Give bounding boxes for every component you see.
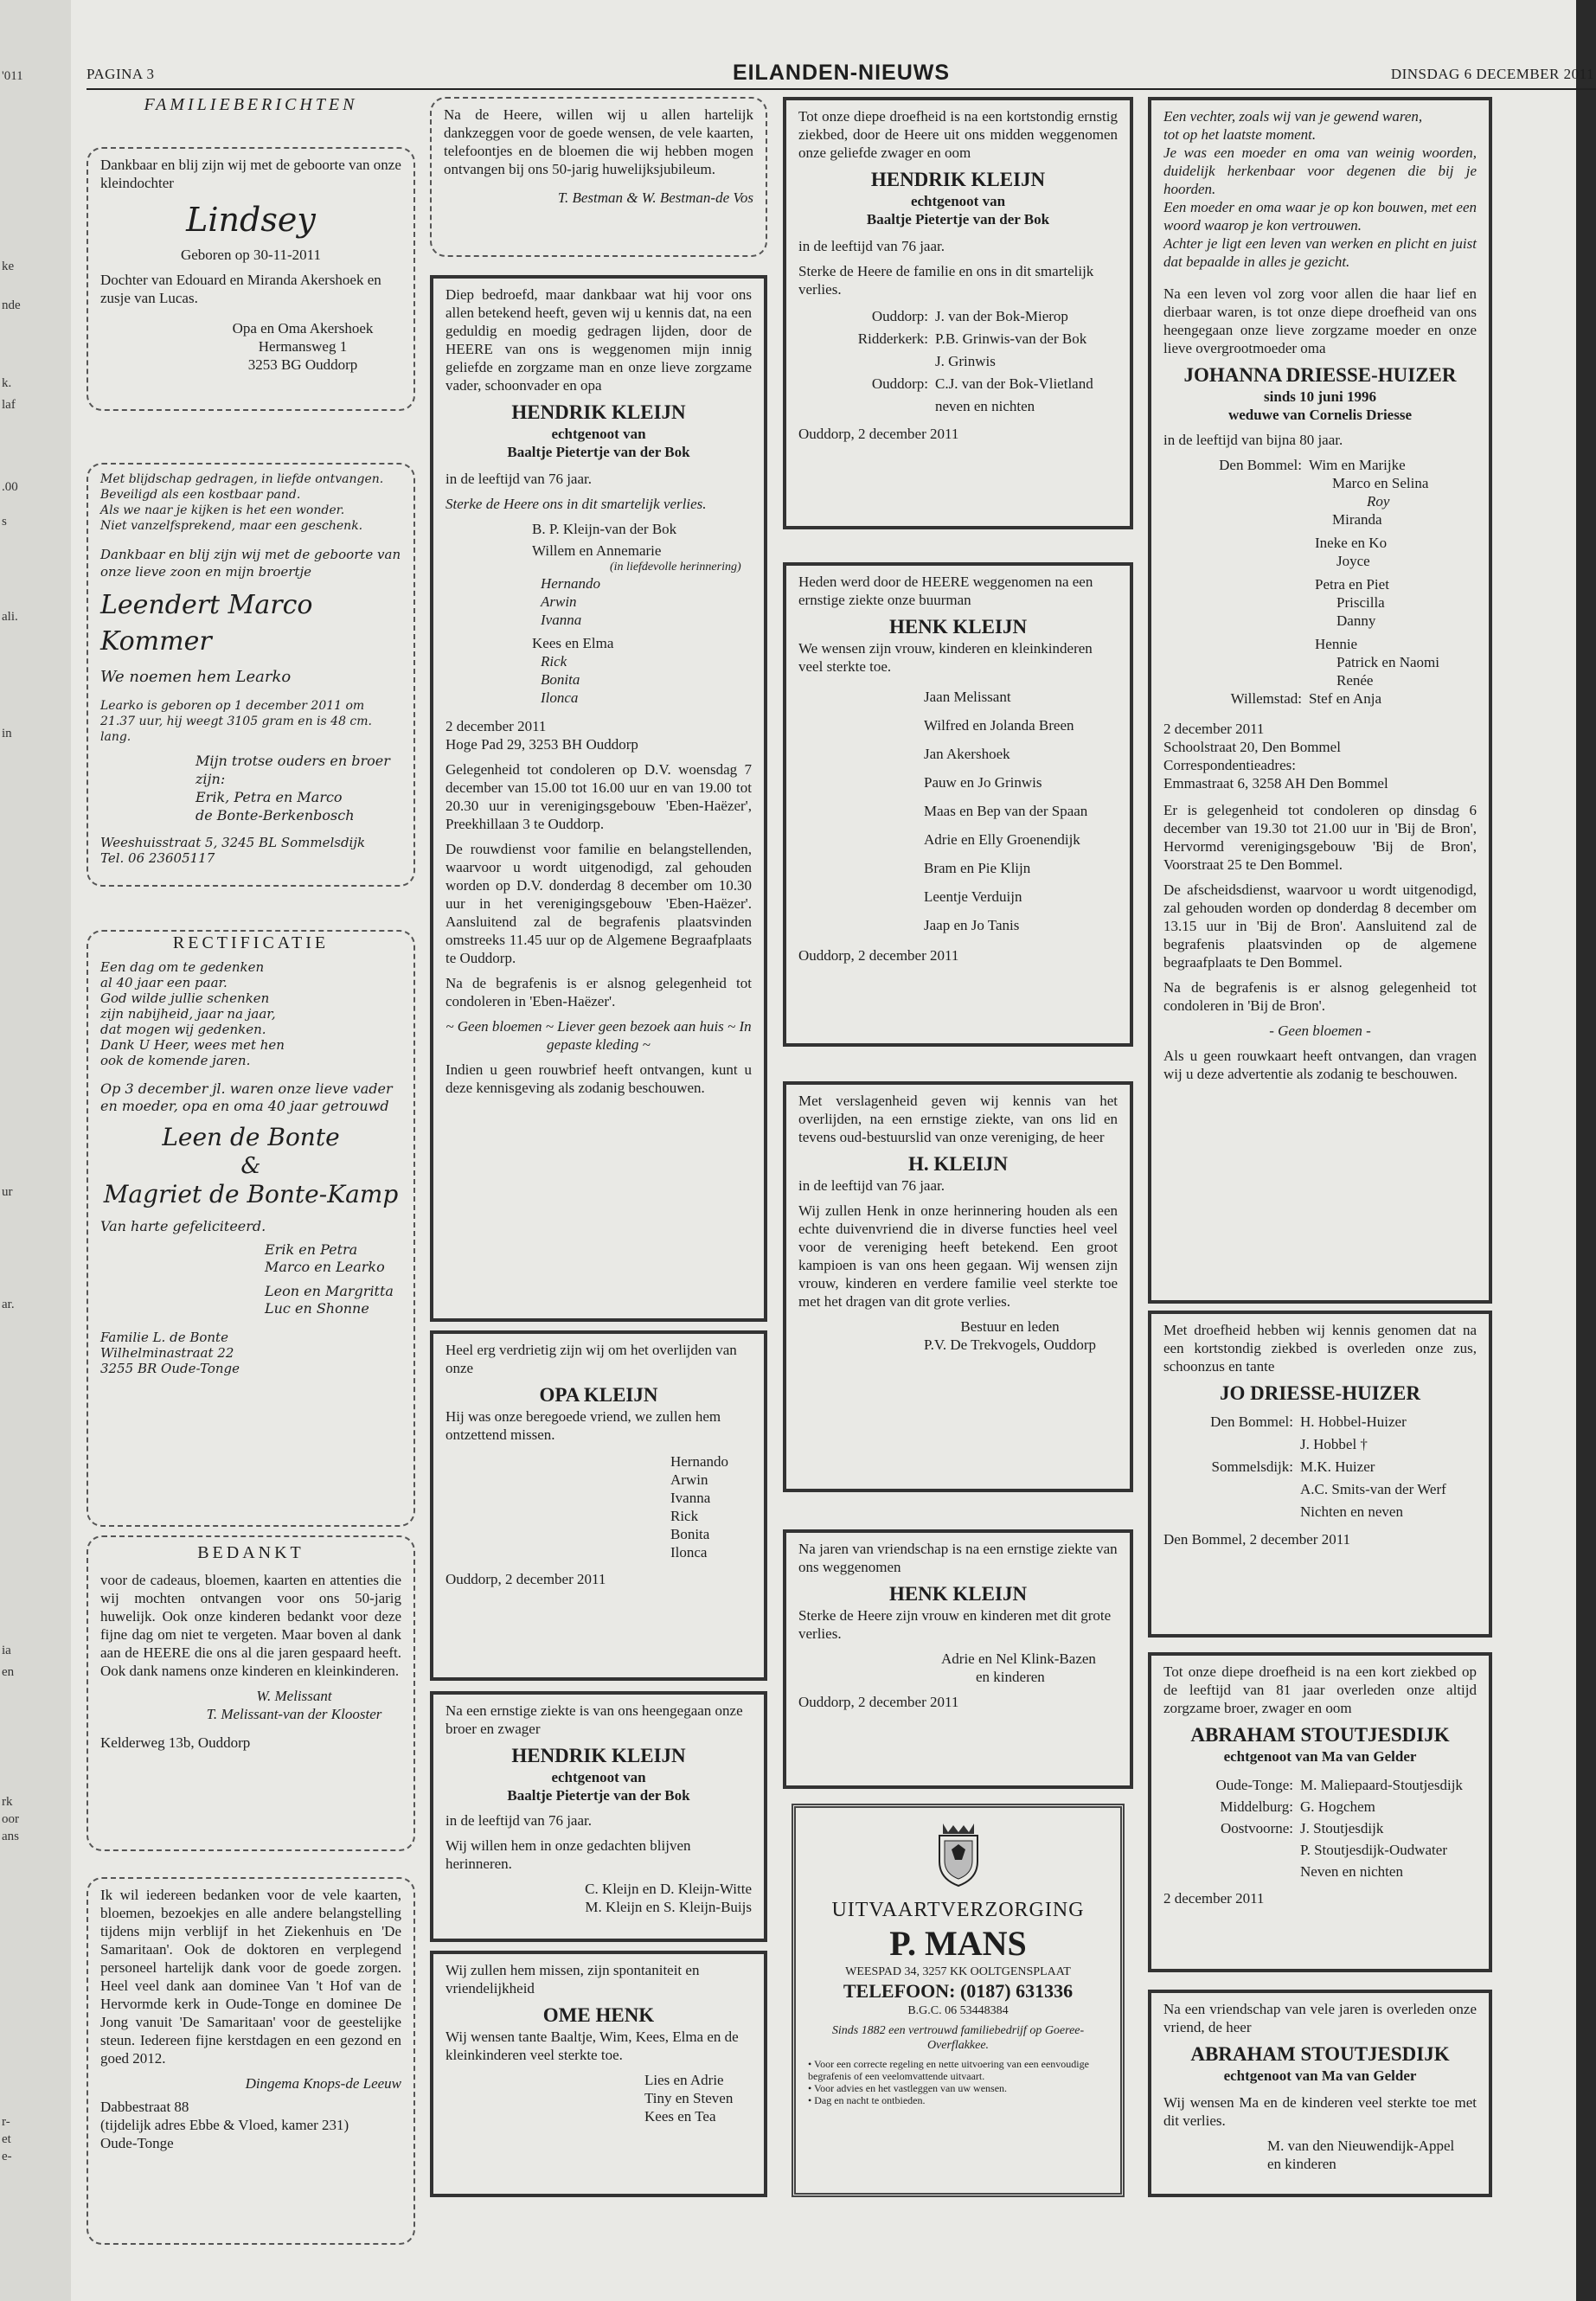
ad-intro: Met verslagenheid geven wij kennis van het overlijden, na een ernstige ziekte, van ons lid en tevens oud-bestuurslid van onze vereniging, de heer: [798, 1093, 1118, 1145]
signature-line: M. van den Nieuwendijk-Appel: [1267, 2138, 1455, 2154]
grandchild-name: Marco en Selina: [1332, 475, 1429, 491]
poem-line: al 40 jaar een paar.: [100, 975, 228, 990]
signature-line: Kees en Tea: [644, 2108, 716, 2125]
address-line: Familie L. de Bonte: [100, 1330, 228, 1345]
grandchild-name: Bonita: [541, 671, 580, 688]
poem-line: ook de komende jaren.: [100, 1053, 251, 1068]
relative-name: neven en nichten: [935, 398, 1035, 414]
signature-line: T. Melissant-van der Klooster: [206, 1706, 382, 1722]
poem-line: dat mogen wij gedenken.: [100, 1022, 266, 1037]
ad-text: Wij wensen tante Baaltje, Wim, Kees, Elma en de kleinkinderen veel sterkte toe.: [445, 2029, 739, 2063]
prev-fragment: rk: [2, 1795, 13, 1809]
poem-line: Dank U Heer, wees met hen: [100, 1037, 285, 1053]
date-line: Ouddorp, 2 december 2011: [798, 947, 959, 964]
address-line: Emmastraat 6, 3258 AH Den Bommel: [1163, 775, 1388, 792]
address-line: Schoolstraat 20, Den Bommel: [1163, 739, 1341, 755]
relative-name: Wim en Marijke: [1309, 457, 1406, 473]
poem-line: Als we naar je kijken is het een wonder.: [100, 503, 345, 517]
obituary-hendrik-kleijn-inlaws: [783, 97, 1133, 529]
place-label: Willemstad:: [1230, 690, 1302, 707]
grandchild-name: Miranda: [1332, 511, 1382, 528]
obituary-henk-kleijn-friends: [783, 1529, 1133, 1789]
ad-intro: Wij zullen hem missen, zijn spontaniteit en vriendelijkheid: [445, 1962, 700, 1997]
grandchild-name: Arwin: [670, 1471, 708, 1488]
birth-ad-lindsey: [87, 147, 415, 411]
prev-fragment: '011: [2, 69, 23, 83]
spouse-label: echtgenoot van: [551, 426, 646, 442]
date-line: 2 december 2011: [1163, 1890, 1265, 1907]
ad-text: We wensen zijn vrouw, kinderen en kleinkinderen veel sterkte toe.: [798, 640, 1093, 675]
deceased-name: JO DRIESSE-HUIZER: [1220, 1382, 1420, 1404]
ad-text: voor de cadeaus, bloemen, kaarten en attenties die wij mochten ontvangen voor ons 50-jarig huwelijk. Ook onze kinderen bedankt voor deze fijne dag om niet te vergeten. Maar boven al dank aan de HEERE die ons al die jaren gespaard heeft. Ook dank namens onze kinderen en kleinkinderen.: [100, 1572, 401, 1679]
rectification-ad: [87, 930, 415, 1527]
spouse-name: Baaltje Pietertje van der Bok: [507, 444, 690, 460]
relative-name: Stef en Anja: [1309, 690, 1382, 707]
relative-name: J. Hobbel †: [1300, 1436, 1368, 1452]
baby-name: Lindsey: [186, 201, 316, 239]
grandchild-name: Ilonca: [670, 1544, 708, 1561]
poem-line: Met blijdschap gedragen, in liefde ontvangen.: [100, 472, 384, 486]
relative-name: J. Stoutjesdijk: [1300, 1820, 1384, 1836]
relative-name: Ineke en Ko: [1315, 535, 1388, 551]
grandchild-name: Rick: [541, 653, 567, 670]
prev-fragment: ur: [2, 1185, 13, 1199]
neighbour-name: Pauw en Jo Grinwis: [924, 774, 1042, 791]
poem-line: Niet vanzelfsprekend, maar een geschenk.: [100, 519, 363, 533]
relative-name: C.J. van der Bok-Vlietland: [935, 375, 1093, 392]
relative-name: Hennie: [1315, 636, 1358, 652]
prev-fragment: et: [2, 2132, 11, 2146]
phone-line: Tel. 06 23605117: [100, 850, 215, 866]
prev-fragment: s: [2, 515, 7, 529]
family-line: Willem en Annemarie: [532, 542, 662, 559]
relative-name: J. Grinwis: [935, 353, 996, 369]
company-slogan: Sinds 1882 een vertrouwd familiebedrijf op Goeree-Overflakkee.: [831, 2024, 1085, 2052]
birth-date: Geboren op 30-11-2011: [180, 247, 322, 263]
date-line: 2 december 2011: [445, 718, 547, 734]
neighbour-name: Maas en Bep van der Spaan: [924, 803, 1088, 819]
address-line: Hoge Pad 29, 3253 BH Ouddorp: [445, 736, 638, 753]
neighbour-name: Jaan Melissant: [924, 689, 1011, 705]
prev-fragment: ans: [2, 1830, 19, 1843]
neighbour-name: Wilfred en Jolanda Breen: [924, 717, 1074, 734]
spouse-line: echtgenoot van Ma van Gelder: [1223, 1748, 1417, 1765]
poem-line: zijn nabijheid, jaar na jaar,: [100, 1006, 276, 1022]
poem-line: Een vechter, zoals wij van je gewend waren,: [1163, 108, 1423, 125]
deceased-name: OME HENK: [542, 2004, 655, 2026]
page-header: [87, 59, 1596, 85]
signature-line: Dingema Knops-de Leeuw: [245, 2075, 401, 2092]
company-title: UITVAARTVERZORGING: [831, 1899, 1085, 1921]
obituary-jo-driesse-huizer: [1148, 1311, 1492, 1638]
ad-text: Ik wil iedereen bedanken voor de vele kaarten, bloemen, bezoekjes en alle andere belangstelling tijdens mijn verblijf in het Ziekenhuis en 'De Samaritaan'. Ook de doktoren en verplegend personeel hartelijk dank voor de goede zorgen. Heel veel dank aan dominee Van 't Hof van de Hervormde kerk in Oude-Tonge en dominee De Jong vanuit 'De Samaritaan' voor de geestelijke steun. Iedereen fijne kerstdagen en een gezond en goed 2012.: [100, 1887, 401, 2067]
place-label: Oostvoorne:: [1220, 1820, 1293, 1836]
signature-line: Lies en Adrie: [644, 2072, 724, 2088]
company-mobile: B.G.C. 06 53448384: [907, 2004, 1009, 2017]
grandchild-name: Ilonca: [541, 689, 579, 706]
poem-line: Een moeder en oma waar je op kon bouwen, met een woord waarop je kon vertrouwen.: [1163, 199, 1477, 234]
prev-fragment: k.: [2, 376, 12, 390]
condolence-info: Gelegenheid tot condoleren op D.V. woensdag 7 december van 15.00 tot 16.00 uur en van 19.00 tot 20.30 uur in verenigingsgebouw 'Eben-Haëzer', Preekhillaan 3 te Ouddorp.: [445, 761, 752, 832]
place-label: Ouddorp:: [871, 375, 928, 392]
thanks-ad-knops: [87, 1877, 415, 2245]
prev-fragment: ia: [2, 1644, 11, 1657]
poem-line: Een dag om te gedenken: [100, 959, 265, 975]
signature-line: en kinderen: [976, 1669, 1045, 1685]
relative-name: Nichten en neven: [1300, 1503, 1403, 1520]
ad-intro: Heden werd door de HEERE weggenomen na een ernstige ziekte onze buurman: [798, 574, 1093, 608]
relative-name: P. Stoutjesdijk-Oudwater: [1300, 1842, 1447, 1858]
signature-line: Bestuur en leden: [960, 1318, 1060, 1335]
poem-line: Achter je ligt een leven van werken en plicht en juist dat bepaalde in alles je gezicht.: [1163, 235, 1477, 270]
relative-name: P.B. Grinwis-van der Bok: [935, 330, 1087, 347]
spouse-label: echtgenoot van: [551, 1769, 646, 1785]
signature-line: Adrie en Nel Klink-Bazen: [941, 1650, 1096, 1667]
relative-name: H. Hobbel-Huizer: [1300, 1413, 1407, 1430]
signature-line: T. Bestman & W. Bestman-de Vos: [557, 189, 753, 206]
service-bullet: • Voor een correcte regeling en nette uitvoering van een eenvoudige begrafenis of een veelomvattende uitvaart.: [808, 2058, 1089, 2082]
spouse-line: echtgenoot van Ma van Gelder: [1223, 2067, 1417, 2084]
ad-intro: Na een vriendschap van vele jaren is overleden onze vriend, de heer: [1163, 2001, 1477, 2035]
coat-of-arms-icon: [933, 1820, 984, 1888]
ad-title: RECTIFICATIE: [172, 933, 330, 952]
ad-text: Wij wensen Ma en de kinderen veel sterkte toe met dit verlies.: [1163, 2094, 1477, 2129]
obituary-ome-henk: [430, 1951, 767, 2197]
flowers-note: ~ Geen bloemen ~ Liever geen bezoek aan huis ~ In gepaste kleding ~: [445, 1018, 752, 1053]
couple-name: Magriet de Bonte-Kamp: [103, 1180, 399, 1208]
quote: Sterke de Heere ons in dit smartelijk verlies.: [445, 496, 707, 512]
address-line: Hermansweg 1: [258, 338, 348, 355]
relative-name: M.K. Huizer: [1300, 1458, 1375, 1475]
address-line: Dabbestraat 88: [100, 2099, 189, 2115]
parents-line: Dochter van Edouard en Miranda Akershoek en zusje van Lucas.: [100, 272, 381, 306]
grandchild-name: Renée: [1336, 672, 1374, 689]
spouse-name: Baaltje Pietertje van der Bok: [866, 211, 1050, 228]
widow-since: sinds 10 juni 1996: [1264, 388, 1376, 405]
relative-name: G. Hogchem: [1300, 1798, 1375, 1815]
parents-label: Mijn trotse ouders en broer zijn:: [195, 753, 390, 787]
grandchild-name: Priscilla: [1336, 594, 1385, 611]
ad-text: Op 3 december jl. waren onze lieve vader en moeder, opa en oma 40 jaar getrouwd: [100, 1080, 393, 1114]
signature-line: P.V. De Trekvogels, Ouddorp: [924, 1336, 1096, 1353]
ad-intro: Tot onze diepe droefheid is na een kortstondig ernstig ziekbed, door de Heere uit ons midden weggenomen onze geliefde zwager en oom: [798, 108, 1118, 161]
ad-intro: Diep bedroefd, maar dankbaar wat hij voor ons allen betekend heeft, geven wij u kennis dat, na een geduldig en moedig gedragen lijden, door de HEERE van ons is weggenomen mijn innig geliefde en zorgzame man en onze lieve zorgzame vader, schoonvader en opa: [445, 286, 752, 394]
parents-names: Erik, Petra en Marco: [195, 789, 343, 805]
age-line: in de leeftijd van 76 jaar.: [798, 1177, 945, 1194]
great-grandchild-name: Roy: [1367, 493, 1390, 510]
address-line: Kelderweg 13b, Ouddorp: [100, 1734, 251, 1751]
family-line: B. P. Kleijn-van der Bok: [532, 521, 677, 537]
deceased-name: HENDRIK KLEIJN: [511, 1745, 686, 1766]
obituary-hendrik-kleijn-family: [430, 275, 767, 1322]
grandchild-name: Rick: [670, 1508, 699, 1524]
burial-info: Na de begrafenis is er alsnog gelegenheid tot condoleren in 'Eben-Haëzer'.: [445, 975, 752, 1009]
prev-fragment: .00: [2, 480, 18, 494]
neighbour-name: Leentje Verduijn: [924, 888, 1022, 905]
address-line: (tijdelijk adres Ebbe & Vloed, kamer 231): [100, 2117, 349, 2133]
obituary-abraham-stoutjesdijk-family: [1148, 1652, 1492, 1972]
flowers-note: - Geen bloemen -: [1269, 1022, 1371, 1039]
spouse-name: Baaltje Pietertje van der Bok: [507, 1787, 690, 1804]
ad-intro: Na een ernstige ziekte is van ons heengegaan onze broer en zwager: [445, 1702, 743, 1737]
deceased-name: ABRAHAM STOUTJESDIJK: [1190, 2043, 1450, 2065]
date-line: 2 december 2011: [1163, 721, 1265, 737]
ad-intro: Na jaren van vriendschap is na een ernstige ziekte van ons weggenomen: [798, 1541, 1118, 1575]
age-line: in de leeftijd van 76 jaar.: [798, 238, 945, 254]
place-label: Ridderkerk:: [857, 330, 928, 347]
service-bullet: • Dag en nacht te ontbieden.: [808, 2094, 926, 2106]
obituary-abraham-stoutjesdijk-friends: [1148, 1990, 1492, 2197]
grandchild-name: Ivanna: [541, 612, 582, 628]
prev-fragment: nde: [2, 298, 21, 312]
obituary-henk-kleijn-neighbours: [783, 562, 1133, 1047]
neighbour-name: Jan Akershoek: [924, 746, 1010, 762]
deceased-name: HENK KLEIJN: [888, 616, 1028, 638]
neighbour-name: Bram en Pie Klijn: [924, 860, 1031, 876]
funeral-service-ad: [792, 1804, 1125, 2197]
age-line: in de leeftijd van 76 jaar.: [445, 1812, 592, 1829]
ad-text: Na de Heere, willen wij u allen hartelijk dankzeggen voor de goede wensen, de vele kaarten, telefoontjes en de bloemen die wij hebben mogen ontvangen bij ons 50-jarig huwelijksjubileum.: [444, 106, 753, 177]
notice-note: Indien u geen rouwbrief heeft ontvangen, kunt u deze kennisgeving als zodanig beschouwen.: [445, 1061, 752, 1096]
obituary-pigeon-club: [783, 1081, 1133, 1492]
signature-line: Tiny en Steven: [644, 2090, 734, 2106]
ad-intro: Heel erg verdrietig zijn wij om het overlijden van onze: [445, 1342, 737, 1376]
obituary-opa-kleijn: [430, 1330, 767, 1681]
call-name: We noemen hem Learko: [100, 668, 292, 686]
signature-line: M. Kleijn en S. Kleijn-Buijs: [585, 1899, 752, 1915]
signature-line: Leon en Margritta: [265, 1283, 394, 1299]
place-label: Ouddorp:: [871, 308, 928, 324]
ad-title: BEDANKT: [197, 1543, 304, 1562]
grandchild-name: Ivanna: [670, 1490, 711, 1506]
date-line: Den Bommel, 2 december 2011: [1163, 1531, 1351, 1548]
address-line: Wilhelminastraat 22: [100, 1345, 234, 1361]
notice-note: Als u geen rouwkaart heeft ontvangen, dan vragen wij u deze advertentie als zodanig te beschouwen.: [1163, 1048, 1477, 1082]
ad-intro: Na een leven vol zorg voor allen die haar lief en dierbaar waren, is tot onze diepe droefheid van ons heengegaan onze lieve zorgzame moeder en onze lieve overgrootmoeder oma: [1163, 285, 1477, 356]
address-line: 3253 BG Ouddorp: [247, 356, 358, 373]
ad-text: Hij was onze beregoede vriend, we zullen hem ontzettend missen.: [445, 1408, 721, 1443]
family-note: (in liefdevolle herinnering): [610, 561, 741, 574]
section-title: FAMILIEBERICHTEN: [144, 95, 358, 114]
prev-fragment: laf: [2, 398, 16, 412]
grandchild-name: Arwin: [541, 593, 577, 610]
company-address: WEESPAD 34, 3257 KK OOLTGENSPLAAT: [845, 1965, 1071, 1978]
place-label: Den Bommel:: [1210, 1413, 1293, 1430]
prev-fragment: en: [2, 1665, 15, 1679]
ad-intro: Dankbaar en blij zijn wij met de geboorte van onze lieve zoon en mijn broertje: [100, 547, 401, 580]
prev-fragment: ke: [2, 260, 15, 273]
issue-date: DINSDAG 6 DECEMBER 2011: [1390, 66, 1594, 82]
date-line: Ouddorp, 2 december 2011: [445, 1571, 606, 1587]
family-line: Kees en Elma: [532, 635, 614, 651]
ad-text: Wij willen hem in onze gedachten blijven herinneren.: [445, 1837, 691, 1872]
place-label: Den Bommel:: [1219, 457, 1302, 473]
age-line: in de leeftijd van 76 jaar.: [445, 471, 592, 487]
thanks-ad-bestman: [430, 97, 767, 257]
prev-fragment: e-: [2, 2150, 12, 2163]
masthead: EILANDEN-NIEUWS: [732, 61, 951, 85]
address-label: Correspondentieadres:: [1163, 757, 1296, 773]
ad-text: Sterke de Heere zijn vrouw en kinderen met dit grote verlies.: [798, 1607, 1112, 1642]
birth-details: Learko is geboren op 1 december 2011 om 21.37 uur, hij weegt 3105 gram en is 48 cm. lang.: [100, 699, 372, 744]
deceased-name: H. KLEIJN: [907, 1153, 1009, 1175]
birth-ad-learko: [87, 463, 415, 887]
obituary-johanna-driesse-huizer: [1148, 97, 1492, 1304]
prev-fragment: oor: [2, 1812, 19, 1826]
place-label: Oude-Tonge:: [1215, 1777, 1293, 1793]
signature-line: Luc en Shonne: [265, 1300, 369, 1317]
address-line: 3255 BR Oude-Tonge: [100, 1361, 240, 1376]
service-info: De afscheidsdienst, waarvoor u wordt uitgenodigd, zal gehouden worden op donderdag 8 december om 13.15 uur in 'Bij de Bron'. Aansluitend zal de begrafenis plaatsvinden op de algemene begraafplaats te Den Bommel.: [1163, 881, 1477, 971]
relative-name: Neven en nichten: [1300, 1863, 1403, 1880]
deceased-name: HENDRIK KLEIJN: [870, 169, 1046, 190]
thanks-ad-melissant: [87, 1535, 415, 1851]
couple-name: Leen de Bonte: [162, 1123, 340, 1151]
age-line: in de leeftijd van bijna 80 jaar.: [1163, 432, 1343, 448]
address-line: Weeshuisstraat 5, 3245 BL Sommelsdijk: [100, 835, 366, 850]
deceased-name: HENK KLEIJN: [888, 1583, 1028, 1605]
date-line: Ouddorp, 2 december 2011: [798, 426, 959, 442]
deceased-name: OPA KLEIJN: [539, 1384, 658, 1406]
grandchild-name: Bonita: [670, 1526, 710, 1542]
deceased-name: HENDRIK KLEIJN: [511, 401, 686, 423]
burial-info: Na de begrafenis is er alsnog gelegenheid tot condoleren in 'Bij de Bron'.: [1163, 979, 1477, 1014]
signature-line: Erik en Petra: [265, 1241, 358, 1258]
spouse-label: echtgenoot van: [910, 193, 1006, 209]
relative-name: J. van der Bok-Mierop: [935, 308, 1068, 324]
prev-fragment: in: [2, 727, 12, 740]
congrats: Van harte gefeliciteerd.: [100, 1218, 266, 1234]
poem-line: tot op het laatste moment.: [1163, 126, 1317, 143]
grandchild-name: Hernando: [541, 575, 600, 592]
company-phone: TELEFOON: (0187) 631336: [843, 1980, 1074, 2002]
grandchild-name: Hernando: [670, 1453, 729, 1470]
place-label: Sommelsdijk:: [1211, 1458, 1293, 1475]
prev-fragment: ali.: [2, 610, 18, 624]
place-label: Middelburg:: [1220, 1798, 1293, 1815]
grandchild-name: Danny: [1336, 612, 1376, 629]
header-rule: [87, 88, 1596, 90]
widow-of: weduwe van Cornelis Driesse: [1227, 407, 1412, 423]
deceased-name: JOHANNA DRIESSE-HUIZER: [1183, 364, 1457, 386]
neighbour-name: Adrie en Elly Groenendijk: [924, 831, 1080, 848]
parents-names: de Bonte-Berkenbosch: [195, 807, 355, 824]
relative-name: Petra en Piet: [1315, 576, 1389, 593]
signature-line: Opa en Oma Akershoek: [232, 320, 374, 336]
grandchild-name: Joyce: [1336, 553, 1370, 569]
signature-line: en kinderen: [1267, 2156, 1336, 2172]
prev-fragment: r-: [2, 2115, 10, 2129]
ad-intro: Dankbaar en blij zijn wij met de geboorte van onze kleindochter: [100, 157, 401, 191]
prev-fragment: ar.: [2, 1298, 15, 1311]
poem-line: God wilde jullie schenken: [100, 990, 270, 1006]
obituary-hendrik-kleijn-siblings: [430, 1691, 767, 1942]
company-name: P. MANS: [889, 1924, 1027, 1963]
ad-text: Wij zullen Henk in onze herinnering houden als een echte duivenvriend die in diverse functies heel veel voor de vereniging heeft betekend. Een groot kampioen is van ons heen gegaan. Wij wensen zijn vrouw, kinderen en verdere familie veel sterkte toe met het dragen van dit grote verlies.: [798, 1202, 1118, 1310]
signature-line: C. Kleijn en D. Kleijn-Witte: [585, 1881, 752, 1897]
service-bullet: • Voor advies en het vastleggen van uw wensen.: [808, 2082, 1008, 2094]
poem-line: Je was een moeder en oma van weinig woorden, duidelijk herkenbaar voor degenen die bij je hoorden.: [1163, 144, 1477, 197]
signature-line: W. Melissant: [256, 1688, 332, 1704]
deceased-name: ABRAHAM STOUTJESDIJK: [1190, 1724, 1450, 1746]
ad-text: Sterke de Heere de familie en ons in dit smartelijk verlies.: [798, 263, 1094, 298]
signature-line: Marco en Learko: [265, 1259, 385, 1275]
relative-name: A.C. Smits-van der Werf: [1300, 1481, 1446, 1497]
neighbour-name: Jaap en Jo Tanis: [924, 917, 1020, 933]
page-number: PAGINA 3: [87, 66, 155, 82]
relative-name: M. Maliepaard-Stoutjesdijk: [1300, 1777, 1463, 1793]
condolence-info: Er is gelegenheid tot condoleren op dinsdag 6 december van 19.30 tot 21.00 uur in 'Bij de Bron', Hervormd verenigingsgebouw 'Bij de Bron', Voorstraat 25 te Den Bommel.: [1163, 802, 1477, 873]
previous-page-edge: [0, 0, 73, 2301]
poem-line: Beveiligd als een kostbaar pand.: [100, 488, 301, 502]
ad-intro: Met droefheid hebben wij kennis genomen dat na een kortstondig ziekbed is overleden onze zus, schoonzus en tante: [1163, 1322, 1477, 1375]
address-line: Oude-Tonge: [100, 2135, 174, 2151]
date-line: Ouddorp, 2 december 2011: [798, 1694, 959, 1710]
ampersand: &: [240, 1153, 261, 1179]
grandchild-name: Patrick en Naomi: [1336, 654, 1439, 670]
baby-name: Leendert Marco Kommer: [100, 590, 313, 657]
service-info: De rouwdienst voor familie en belangstellenden, waarvoor u wordt uitgenodigd, zal gehouden worden op D.V. donderdag 8 december om 10.30 uur in het verenigingsgebouw 'Eben-Haëzer'. Aansluitend zal de begrafenis plaatsvinden omstreeks 11.45 uur op de Algemene Begraafplaats te Ouddorp.: [445, 841, 752, 966]
ad-intro: Tot onze diepe droefheid is na een kort ziekbed op de leeftijd van 81 jaar overleden onze altijd zorgzame broer, zwager en oom: [1163, 1663, 1477, 1716]
